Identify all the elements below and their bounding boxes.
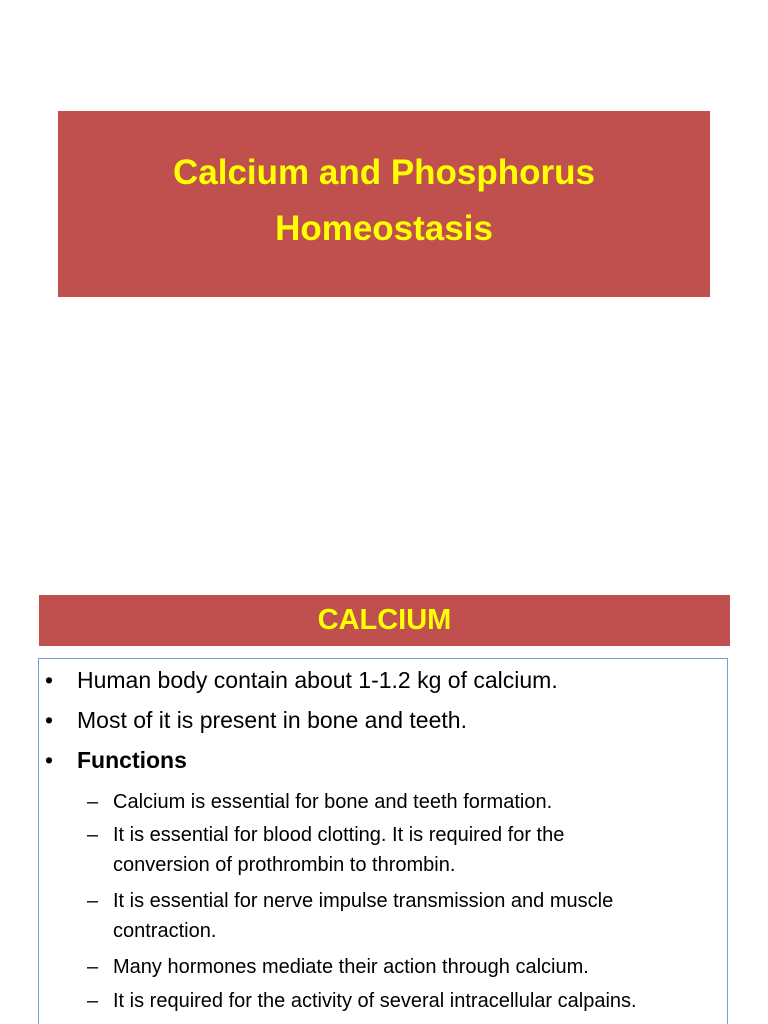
bullet-text: Most of it is present in bone and teeth. xyxy=(77,707,467,733)
bullet-icon: • xyxy=(45,707,54,733)
title-banner xyxy=(58,111,710,297)
section-title: CALCIUM xyxy=(317,604,452,636)
function-text xyxy=(113,986,733,1016)
function-line: It is essential for blood clotting. It is required for the xyxy=(113,824,565,846)
bullet-icon: • xyxy=(45,747,54,773)
function-text xyxy=(113,820,733,880)
bullet-icon: • xyxy=(45,667,54,693)
slide-title xyxy=(173,145,595,257)
content-box xyxy=(38,658,728,1024)
function-line: conversion of prothrombin to thrombin. xyxy=(113,854,456,876)
function-line: contraction. xyxy=(113,920,217,942)
bullet-item xyxy=(45,707,467,734)
function-text xyxy=(113,952,733,982)
slide-title-line-1: Calcium and Phosphorus xyxy=(173,153,595,192)
dash-icon: – xyxy=(87,791,99,813)
function-item xyxy=(87,820,733,880)
dash-icon: – xyxy=(87,824,99,846)
dash-icon: – xyxy=(87,890,99,912)
function-line: Many hormones mediate their action through calcium. xyxy=(113,956,589,978)
function-item xyxy=(87,787,733,817)
function-line: It is essential for nerve impulse transmission and muscle xyxy=(113,890,614,912)
bullet-text: Human body contain about 1-1.2 kg of calcium. xyxy=(77,667,558,693)
function-text xyxy=(113,886,733,946)
function-line: Calcium is essential for bone and teeth formation. xyxy=(113,791,553,813)
function-line: It is required for the activity of several intracellular calpains. xyxy=(113,990,637,1012)
dash-icon: – xyxy=(87,990,99,1012)
dash-icon: – xyxy=(87,956,99,978)
function-text xyxy=(113,787,733,817)
function-item xyxy=(87,952,733,982)
bullet-item-functions xyxy=(45,747,187,774)
slide-title-line-2: Homeostasis xyxy=(275,209,493,248)
section-header xyxy=(39,595,730,646)
function-item xyxy=(87,886,733,946)
bullet-text-functions: Functions xyxy=(77,747,187,773)
bullet-item xyxy=(45,667,558,694)
function-item xyxy=(87,986,733,1016)
